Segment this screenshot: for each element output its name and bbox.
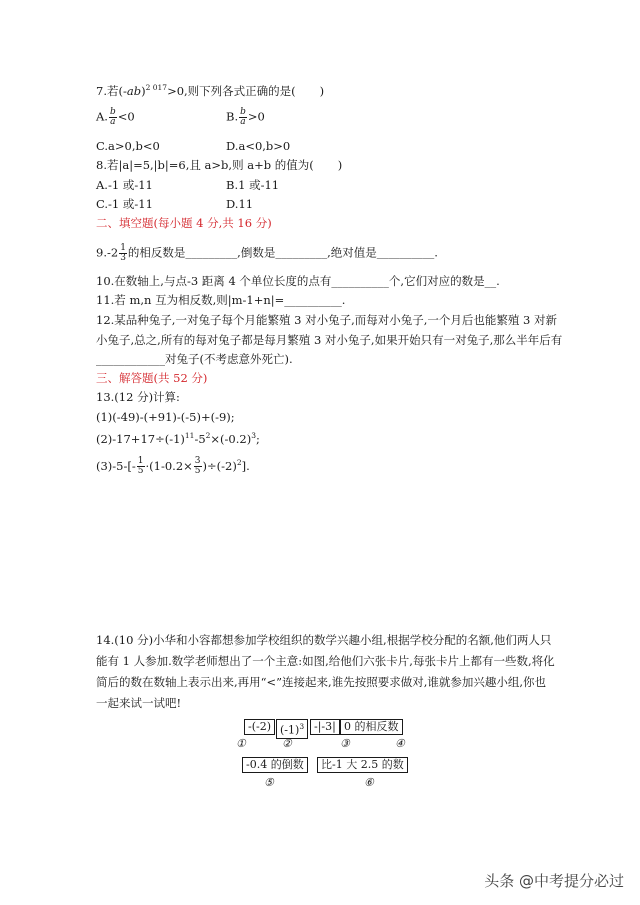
q7-option-b: B. $\frac{b}{a}$ >0: [226, 107, 265, 127]
section-solution-heading: 三、解答题(共 52 分): [96, 371, 208, 385]
q11: 11.若 m,n 互为相反数,则|m-1+n|=__________.: [96, 293, 346, 307]
q7-option-c: C.a>0,b<0: [96, 139, 160, 153]
q7-option-d: D.a<0,b>0: [226, 139, 291, 153]
label-2: ②: [282, 737, 292, 750]
q8-option-a: A.-1 或-11: [96, 178, 153, 192]
q13-part-2: $(2)-17+17\div(-1)^{11}-5^2\times(-0.2)^3$;: [96, 431, 260, 446]
q8-option-c: C.-1 或-11: [96, 197, 153, 211]
q13-heading: 13.(12 分)计算:: [96, 390, 180, 404]
q9: 9.-2 $\frac{1}{3}$ 的相反数是_________,倒数是_________,绝对值是__________.: [96, 243, 438, 263]
q12-line-1: 12.某品种兔子,一对兔子每个月能繁殖 3 对小兔子,而每对小兔子,一个月后也能繁殖 3 对新: [96, 313, 558, 327]
q13-part-3: (3)-5-[- $\frac{1}{5}$ ·(1-0.2× $\frac{3}{5}$ )$\div(-2)^2$].: [96, 456, 250, 477]
q8-option-d: D.11: [226, 197, 254, 211]
q14-line-1: 14.(10 分)小华和小容都想参加学校组织的数学兴趣小组,根据学校分配的名额,他们两人只: [96, 633, 552, 647]
label-4: ④: [395, 737, 405, 750]
q7-option-a: A. $\frac{b}{a}$ <0: [96, 107, 135, 127]
label-1: ①: [236, 737, 246, 750]
card-4: 0 的相反数: [340, 719, 403, 735]
q8-stem: 8.若|a|=5,|b|=6,且 a>b,则 a+b 的值为( ): [96, 158, 343, 172]
watermark: 头条 @中考提分必过: [484, 872, 624, 890]
label-6: ⑥: [364, 776, 374, 789]
q7-stem: 7.若$(-ab)^{2 017}>0$,则下列各式正确的是( ): [96, 83, 325, 98]
q10: 10.在数轴上,与点-3 距离 4 个单位长度的点有__________个,它们对应的数是__.: [96, 274, 500, 288]
q8-option-b: B.1 或-11: [226, 178, 280, 192]
card-3: -|-3|: [310, 719, 340, 735]
q14-line-3: 简后的数在数轴上表示出来,再用“<”连接起来,谁先按照要求做对,谁就参加兴趣小组,你也: [96, 675, 547, 689]
card-2: $(-1)^3$: [276, 719, 308, 739]
q14-line-2: 能有 1 人参加.数学老师想出了一个主意:如图,给他们六张卡片,每张卡片上都有一些数,将化: [96, 654, 555, 668]
q12-line-2: 小兔子,总之,所有的每对兔子都是每月繁殖 3 对小兔子,如果开始只有一对兔子,那么半年后有: [96, 333, 563, 347]
q12-line-3: ____________对兔子(不考虑意外死亡).: [96, 352, 293, 366]
card-5: -0.4 的倒数: [242, 757, 308, 773]
card-6: 比-1 大 2.5 的数: [317, 757, 408, 773]
q13-part-1: (1)(-49)-(+91)-(-5)+(-9);: [96, 410, 235, 424]
card-1: -(-2): [244, 719, 275, 735]
section-fill-in-heading: 二、填空题(每小题 4 分,共 16 分): [96, 216, 272, 230]
label-5: ⑤: [264, 776, 274, 789]
q14-line-4: 一起来试一试吧!: [96, 696, 182, 710]
label-3: ③: [340, 737, 350, 750]
